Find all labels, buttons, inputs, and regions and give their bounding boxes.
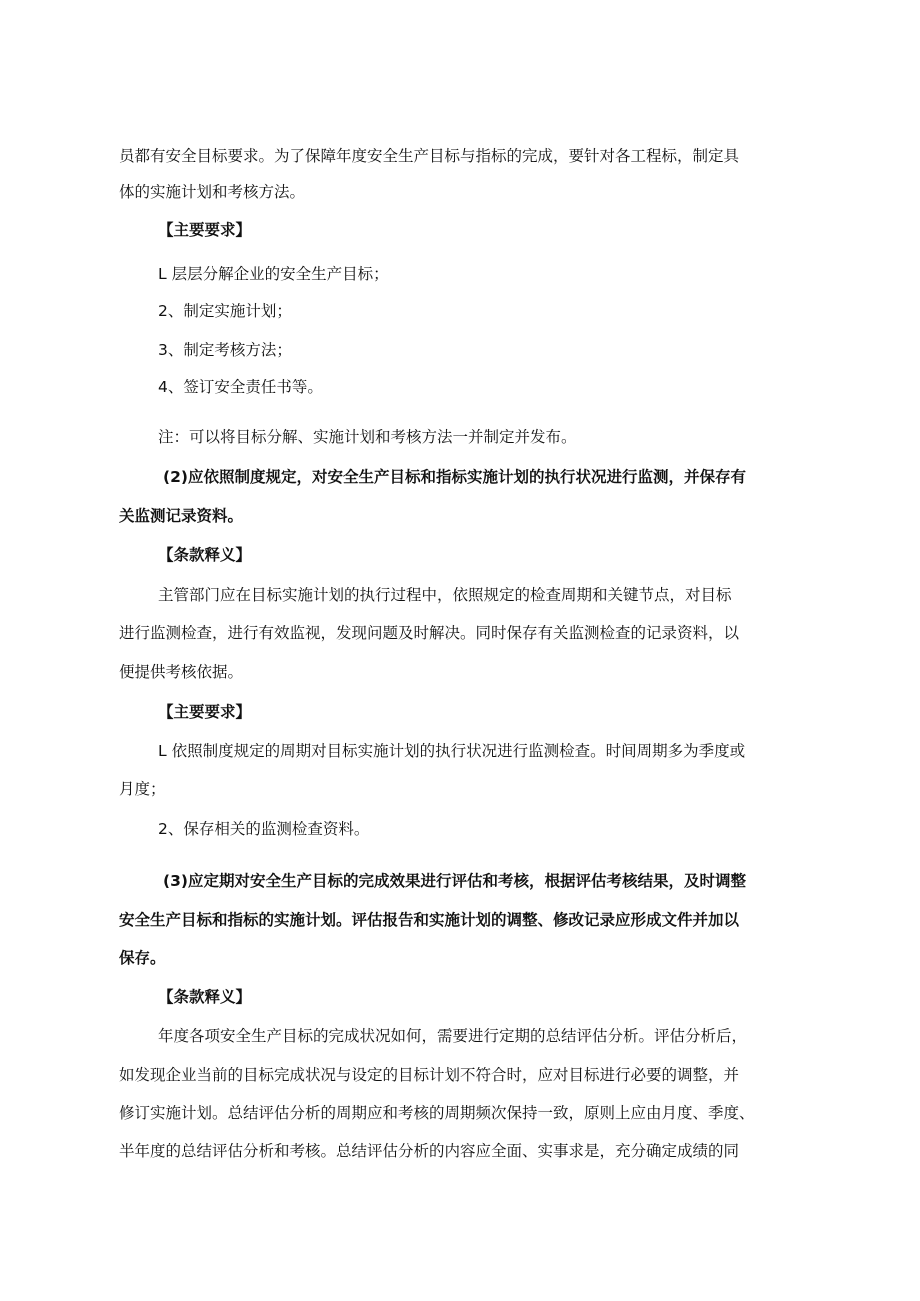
- text-line: 进行监测检查，进行有效监视，发现问题及时解决。同时保存有关监测检查的记录资料，以: [119, 624, 740, 642]
- section-heading: 【条款释义】: [158, 988, 252, 1006]
- list-item: 2、制定实施计划；: [158, 302, 292, 320]
- clause-title: 关监测记录资料。: [119, 507, 244, 525]
- section-heading: 【条款释义】: [158, 546, 252, 564]
- note-text: 注：可以将目标分解、实施计划和考核方法一并制定并发布。: [158, 428, 577, 446]
- text-line: 主管部门应在目标实施计划的执行过程中，依照规定的检查周期和关键节点，对目标: [158, 586, 732, 604]
- text-line: 体的实施计划和考核方法。: [119, 183, 306, 201]
- section-heading: 【主要要求】: [158, 221, 252, 239]
- clause-title: 安全生产目标和指标的实施计划。评估报告和实施计划的调整、修改记录应形成文件并加以: [119, 911, 740, 929]
- list-item: L 依照制度规定的周期对目标实施计划的执行状况进行监测检查。时间周期多为季度或: [158, 742, 746, 760]
- clause-title: 保存。: [119, 949, 166, 967]
- text-line: 便提供考核依据。: [119, 663, 244, 681]
- text-line: 修订实施计划。总结评估分析的周期应和考核的周期频次保持一致，原则上应由月度、季度、: [119, 1104, 755, 1122]
- clause-title: (2)应依照制度规定，对安全生产目标和指标实施计划的执行状况进行监测，并保存有: [163, 468, 746, 486]
- list-item: 3、制定考核方法；: [158, 341, 292, 359]
- list-item: L 层层分解企业的安全生产目标；: [158, 265, 389, 283]
- text-line: 如发现企业当前的目标完成状况与设定的目标计划不符合时，应对目标进行必要的调整，并: [119, 1066, 740, 1084]
- text-line: 年度各项安全生产目标的完成状况如何，需要进行定期的总结评估分析。评估分析后，: [158, 1027, 748, 1045]
- list-item: 2、保存相关的监测检查资料。: [158, 820, 370, 838]
- text-line: 半年度的总结评估分析和考核。总结评估分析的内容应全面、实事求是，充分确定成绩的同: [119, 1142, 740, 1160]
- text-line: 员都有安全目标要求。为了保障年度安全生产目标与指标的完成，要针对各工程标，制定具: [119, 147, 740, 165]
- list-item: 4、签订安全责任书等。: [158, 378, 323, 396]
- list-item: 月度；: [119, 780, 166, 798]
- section-heading: 【主要要求】: [158, 703, 252, 721]
- clause-title: (3)应定期对安全生产目标的完成效果进行评估和考核，根据评估考核结果，及时调整: [163, 872, 746, 890]
